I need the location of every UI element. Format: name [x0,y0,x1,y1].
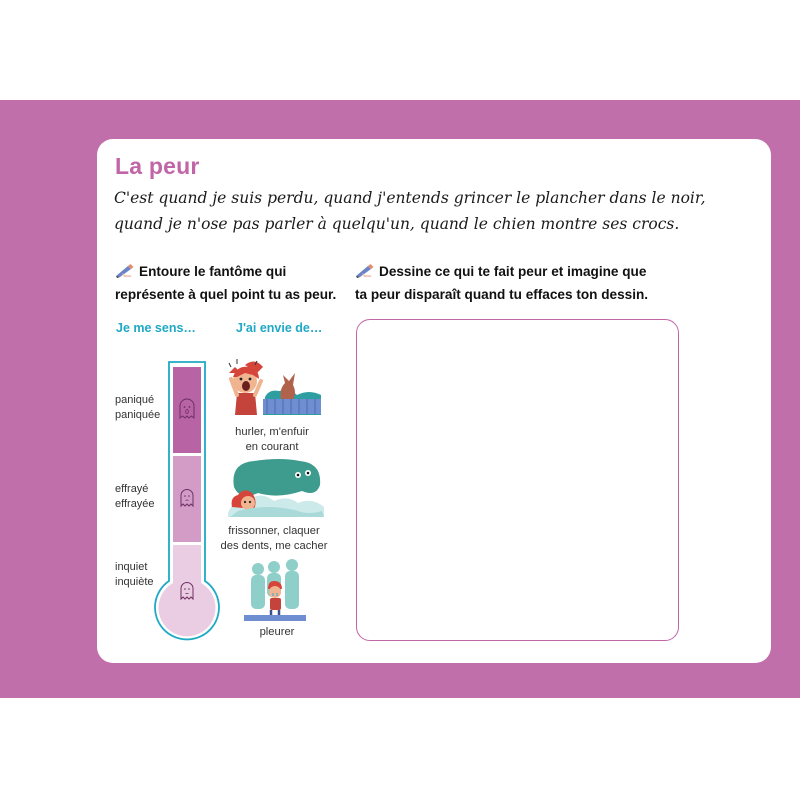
reaction-label: pleurer [259,626,295,638]
instruction-line [355,261,665,284]
intro-line: quand je n'ose pas parler à quelqu'un, quand le chien montre ses crocs. [114,215,680,233]
intro-text [114,185,764,237]
pencil-hand-icon [115,263,135,284]
pencil-hand-icon [355,263,375,284]
fear-level-label: paniqué paniquée [115,394,161,421]
intro-line: C'est quand je suis perdu, quand j'entends grincer le plancher dans le noir, [114,189,706,207]
fear-level-high[interactable] [173,367,201,453]
fear-level-low[interactable] [159,545,216,636]
want-column-heading: J'ai envie de… [236,321,323,335]
page-title: La peur [115,153,200,179]
fear-level-label: inquiet inquiète [115,561,154,588]
reaction-label: hurler, m'enfuir en courant [235,426,309,453]
instruction-line: ta peur disparaît quand tu effaces ton dessin. [355,287,649,302]
drawing-area[interactable] [356,319,679,641]
ghost-instruction [115,261,345,305]
screaming-child-illustration [227,359,323,419]
hiding-child-illustration [228,457,326,519]
instruction-text: Dessine ce qui te fait peur et imagine que [379,264,647,279]
instruction-line: représente à quel point tu as peur. [115,287,337,302]
fear-level-medium[interactable] [173,456,201,542]
feel-column-heading: Je me sens… [116,321,196,335]
instruction-line [115,261,345,284]
crying-child-illustration [244,559,306,621]
instruction-text: Entoure le fantôme qui [139,264,287,279]
fear-level-label: effrayé effrayée [115,483,155,510]
worksheet-card [97,139,771,663]
drawing-instruction [355,261,665,305]
reaction-label: frissonner, claquer des dents, me cacher [220,525,328,552]
